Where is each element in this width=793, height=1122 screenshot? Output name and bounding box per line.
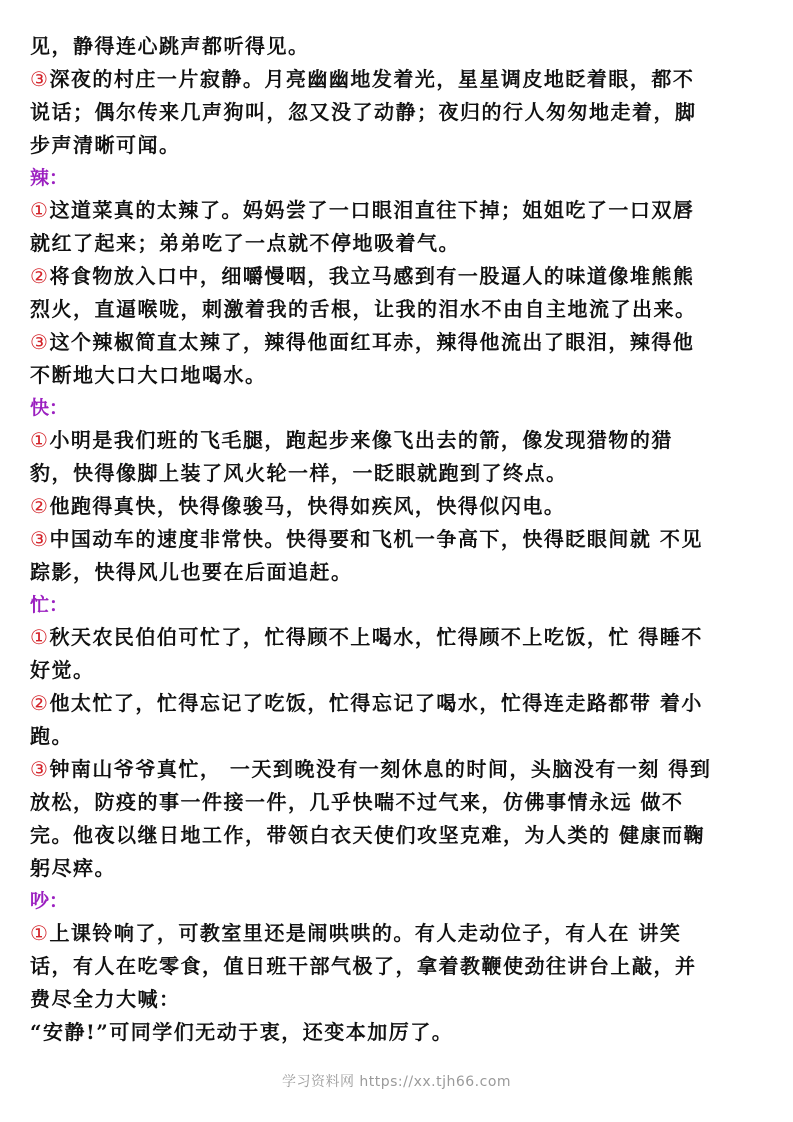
heading-text: 辣： [30, 167, 69, 189]
document-body [30, 30, 760, 1049]
heading-text: 忙： [30, 594, 69, 616]
item-number-marker: ① [30, 921, 50, 945]
text-line [30, 1016, 760, 1049]
item-number-marker: ③ [30, 757, 50, 781]
line-text: 费尽全力大喊： [30, 987, 181, 1011]
item-number-marker: ① [30, 625, 50, 649]
text-line [30, 786, 760, 819]
numbered-line [30, 917, 760, 950]
line-text: “安静!”可同学们无动于衷，还变本加厉了。 [30, 1020, 454, 1044]
item-number-marker: ③ [30, 330, 50, 354]
item-number-marker: ② [30, 691, 50, 715]
heading-text: 吵： [30, 890, 69, 912]
line-text: 好觉。 [30, 658, 95, 682]
section-heading [30, 885, 760, 917]
text-line [30, 30, 760, 63]
line-text: 中国动车的速度非常快。快得要和飞机一争高下，快得眨眼间就 不见 [49, 527, 703, 551]
text-line [30, 227, 760, 260]
line-text: 放松，防疫的事一件接一件，几乎快喘不过气来，仿佛事情永远 做不 [30, 790, 684, 814]
line-text: 见，静得连心跳声都听得见。 [30, 34, 310, 58]
numbered-line [30, 621, 760, 654]
text-line [30, 950, 760, 983]
line-text: 秋天农民伯伯可忙了，忙得顾不上喝水，忙得顾不上吃饭，忙 得睡不 [49, 625, 703, 649]
line-text: 话，有人在吃零食，值日班干部气极了，拿着教鞭使劲往讲台上敲，并 [30, 954, 697, 978]
item-number-marker: ③ [30, 67, 50, 91]
text-line [30, 359, 760, 392]
section-heading [30, 589, 760, 621]
text-line [30, 556, 760, 589]
text-line [30, 852, 760, 885]
heading-text: 快： [30, 397, 69, 419]
line-text: 小明是我们班的飞毛腿，跑起步来像飞出去的箭，像发现猎物的猎 [49, 428, 673, 452]
line-text: 不断地大口大口地喝水。 [30, 363, 267, 387]
numbered-line [30, 194, 760, 227]
line-text: 这道菜真的太辣了。妈妈尝了一口眼泪直往下掉；姐姐吃了一口双唇 [49, 198, 695, 222]
line-text: 踪影，快得风儿也要在后面追赶。 [30, 560, 353, 584]
line-text: 完。他夜以继日地工作，带领白衣天使们攻坚克难，为人类的 健康而鞠 [30, 823, 705, 847]
line-text: 说话；偶尔传来几声狗叫，忽又没了动静；夜归的行人匆匆地走着，脚 [30, 100, 697, 124]
line-text: 步声清晰可闻。 [30, 133, 181, 157]
line-text: 深夜的村庄一片寂静。月亮幽幽地发着光，星星调皮地眨着眼，都不 [49, 67, 695, 91]
line-text: 躬尽瘁。 [30, 856, 116, 880]
item-number-marker: ② [30, 494, 50, 518]
text-line [30, 293, 760, 326]
line-text: 豹，快得像脚上装了风火轮一样，一眨眼就跑到了终点。 [30, 461, 568, 485]
section-heading [30, 162, 760, 194]
numbered-line [30, 326, 760, 359]
text-line [30, 654, 760, 687]
numbered-line [30, 753, 760, 786]
section-heading [30, 392, 760, 424]
line-text: 他太忙了，忙得忘记了吃饭，忙得忘记了喝水，忙得连走路都带 着小 [49, 691, 703, 715]
watermark-text: 学习资料网 https://xx.tjh66.com [281, 1074, 512, 1090]
numbered-line [30, 63, 760, 96]
text-line [30, 457, 760, 490]
line-text: 钟南山爷爷真忙， 一天到晚没有一刻休息的时间，头脑没有一刻 得到 [49, 757, 712, 781]
text-line [30, 96, 760, 129]
numbered-line [30, 260, 760, 293]
numbered-line [30, 490, 760, 523]
text-line [30, 983, 760, 1016]
line-text: 上课铃响了，可教室里还是闹哄哄的。有人走动位子，有人在 讲笑 [49, 921, 682, 945]
numbered-line [30, 424, 760, 457]
line-text: 烈火，直逼喉咙，刺激着我的舌根，让我的泪水不由自主地流了出来。 [30, 297, 697, 321]
text-line [30, 129, 760, 162]
line-text: 这个辣椒简直太辣了，辣得他面红耳赤，辣得他流出了眼泪，辣得他 [49, 330, 695, 354]
line-text: 跑。 [30, 724, 73, 748]
line-text: 就红了起来；弟弟吃了一点就不停地吸着气。 [30, 231, 460, 255]
numbered-line [30, 523, 760, 556]
text-line [30, 819, 760, 852]
numbered-line [30, 687, 760, 720]
item-number-marker: ① [30, 198, 50, 222]
item-number-marker: ② [30, 264, 50, 288]
line-text: 将食物放入口中，细嚼慢咽，我立马感到有一股逼人的味道像堆熊熊 [49, 264, 695, 288]
line-text: 他跑得真快，快得像骏马，快得如疾风，快得似闪电。 [49, 494, 566, 518]
item-number-marker: ① [30, 428, 50, 452]
item-number-marker: ③ [30, 527, 50, 551]
text-line [30, 720, 760, 753]
